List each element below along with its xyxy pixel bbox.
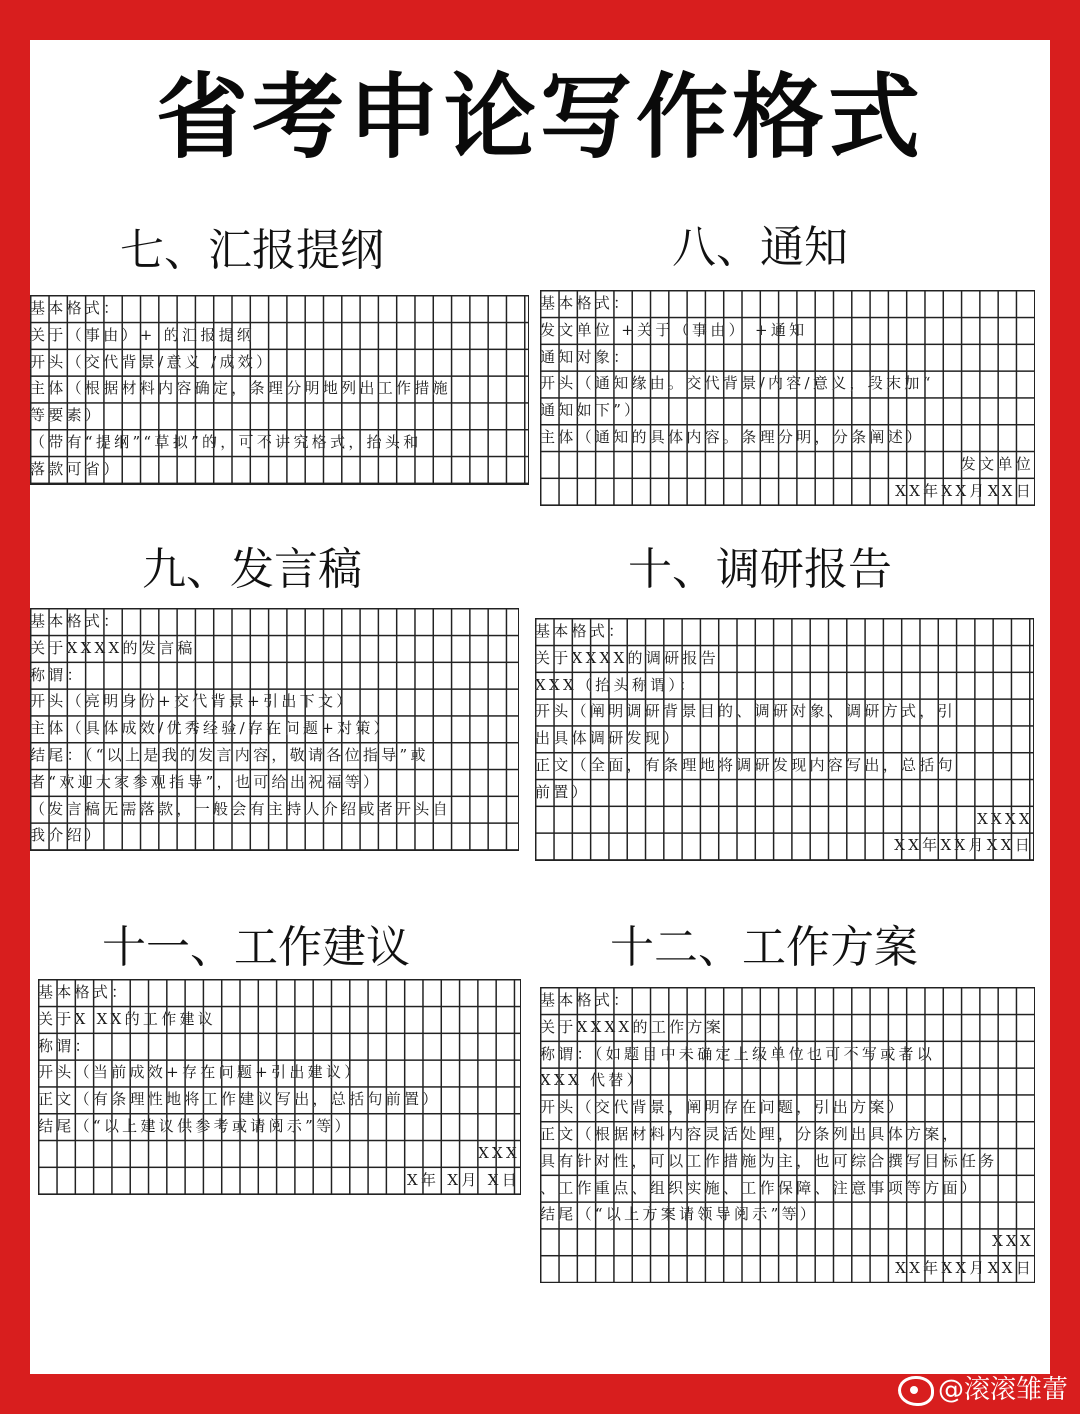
grid-row: 通知对象： [540, 347, 632, 366]
sender-line: XXXX [977, 809, 1033, 828]
grid-row: 称谓：（如题目中未确定上级单位也可不写或者以 [540, 1044, 936, 1063]
section-heading-notice: 八、通知 [672, 222, 848, 273]
grid-row: （带有“提纲”“草拟”的，可不讲究格式，抬头和 [30, 432, 422, 451]
sender-line: XXX [992, 1232, 1034, 1251]
grid-row: 正文（根据材料内容灵活处理，分条列出具体方案， [540, 1124, 961, 1143]
grid-row: 出具体调研发现） [535, 729, 682, 748]
grid-row: 基本格式： [540, 294, 632, 312]
grid-row: 开头（当前成效+存在问题+引出建议） [38, 1063, 363, 1082]
watermark [898, 1369, 1068, 1406]
grid-row: 开头（通知缘由。交代背景/内容/意义，段末加“ [540, 374, 934, 393]
grid-row: 关于XXXX的工作方案 [540, 1017, 725, 1036]
grid-row: 主体（根据材料内容确定，条理分明地列出工作措施 [30, 379, 451, 398]
date-line: XX年XX月XX日 [895, 1258, 1034, 1277]
grid-row: 开头（亮明身份+交代背景+引出下文） [30, 692, 355, 711]
grid-row: 开头（交代背景/意义 /成效） [30, 352, 275, 371]
grid-row: 开头（阐明调研背景目的、调研对象、调研方式，引 [535, 702, 956, 721]
document-page [30, 40, 1050, 1374]
grid-row: 正文（全面，有条理地将调研发现内容写出，总括句 [535, 755, 956, 774]
grid-row: 称谓： [38, 1036, 93, 1055]
writing-grid-work-plan [540, 987, 1035, 1283]
section-heading-work-plan: 十二、工作方案 [610, 922, 918, 973]
grid-row: 基本格式： [30, 612, 122, 630]
grid-row: 关于X XX的工作建议 [38, 1009, 217, 1028]
grid-row: 我介绍） [30, 826, 104, 845]
grid-row: XXX（抬头称谓）： [535, 675, 698, 694]
writing-grid-notice [540, 290, 1035, 506]
grid-row: 落款可省） [30, 459, 122, 478]
grid-row: 主体（具体成效/优秀经验/存在问题+对策） [30, 719, 392, 738]
grid-row: （发言稿无需落款，一般会有主持人介绍或者开头自 [30, 799, 451, 818]
grid-row: 结尾（“以上方案请领导阅示”等） [540, 1205, 819, 1224]
grid-row: 基本格式： [38, 983, 130, 1001]
grid-row: 基本格式： [540, 991, 632, 1009]
date-line: XX年XX月XX日 [895, 481, 1034, 500]
grid-row: 、工作重点、组织实施、工作保障、注意事项等方面） [540, 1178, 980, 1197]
section-heading-work-suggestion: 十一、工作建议 [102, 922, 410, 973]
grid-row: 前置） [535, 782, 590, 801]
grid-row: 结尾：（“以上是我的发言内容，敬请各位指导”或 [30, 745, 429, 764]
writing-grid-work-suggestion [38, 979, 521, 1195]
grid-row: 通知如下”） [540, 401, 643, 420]
grid-row: 基本格式： [30, 299, 122, 317]
date-line: XX年XX月XX日 [894, 836, 1033, 855]
writing-grid-research-report [535, 618, 1034, 861]
grid-row: 关于XXXX的调研报告 [535, 648, 720, 667]
date-line: X年 X月 X日 [407, 1170, 520, 1189]
grid-row: 正文（有条理性地将工作建议写出，总括句前置） [38, 1090, 441, 1109]
grid-row: 发文单位 +关于（事由） +通知 [540, 320, 808, 339]
grid-row: XXX 代替） [540, 1071, 645, 1090]
page-title: 省考申论写作格式 [155, 64, 924, 171]
writing-grid-speech [30, 608, 519, 851]
writing-grid-report-outline [30, 295, 529, 485]
section-heading-research-report: 十、调研报告 [628, 544, 892, 595]
sender-line: XXX [478, 1143, 520, 1162]
grid-row: 等要素） [30, 406, 104, 425]
grid-row: 基本格式： [535, 622, 627, 640]
weibo-icon [898, 1376, 934, 1406]
grid-row: 称谓： [30, 665, 85, 684]
grid-row: 关于XXXX的发言稿 [30, 638, 196, 657]
section-heading-report-outline: 七、汇报提纲 [120, 225, 384, 276]
grid-row: 具有针对性，可以工作措施为主，也可综合撰写目标任务 [540, 1151, 998, 1170]
grid-row: 关于（事由）+ 的汇报提纲 [30, 325, 256, 344]
grid-row: 者“欢迎大家参观指导”，也可给出祝福等） [30, 772, 382, 791]
sender-line: 发文单位 [960, 454, 1034, 473]
grid-row: 结尾（“以上建议供参考或请阅示”等） [38, 1116, 353, 1135]
watermark-text: @滚滚雏蕾 [937, 1375, 1068, 1405]
grid-row: 主体（通知的具体内容。条理分明，分条阐述） [540, 427, 925, 446]
grid-row: 开头（交代背景，阐明存在问题，引出方案） [540, 1098, 907, 1117]
section-heading-speech: 九、发言稿 [142, 544, 362, 595]
